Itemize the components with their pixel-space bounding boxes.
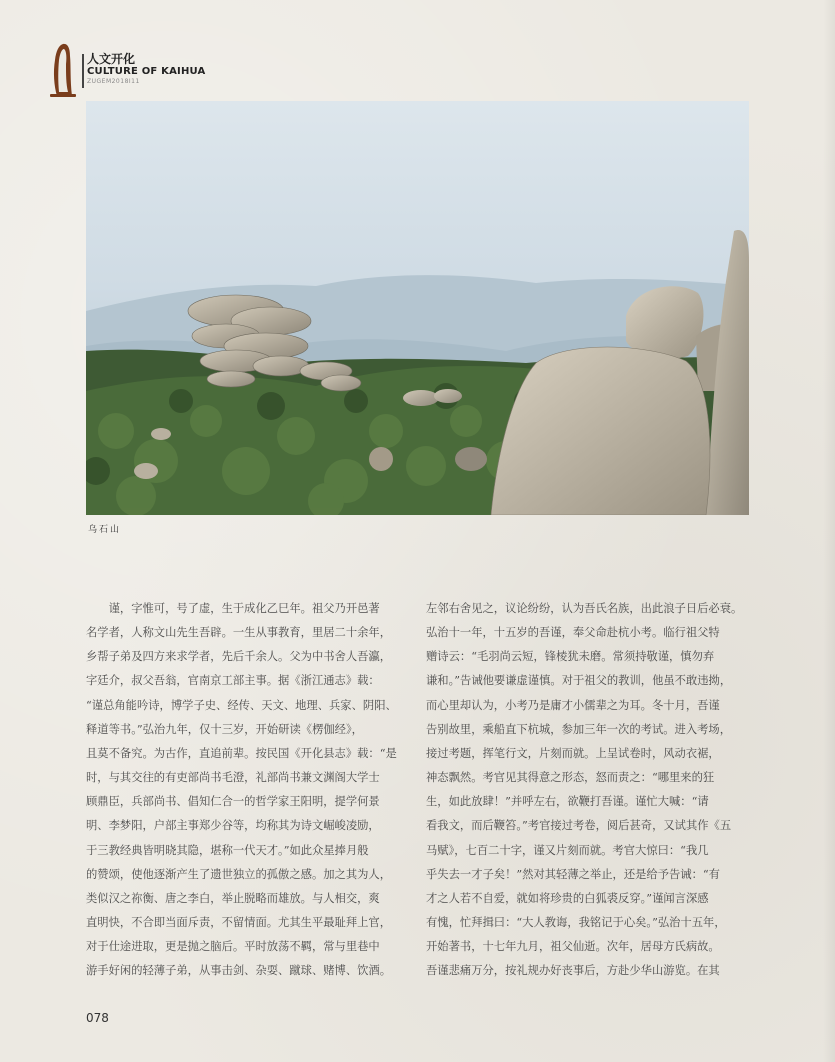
text-line: 看我文，而后鞭笞。”考官接过考卷，阅后甚奇，又试其作《五	[426, 819, 732, 833]
text-line: 神态飘然。考官见其得意之形态，怒而责之：“哪里来的狂	[426, 771, 715, 785]
article-column-left	[86, 597, 409, 984]
text-line: 左邻右舍见之，议论纷纷，认为吾氏名族，出此浪子日后必衰。	[426, 602, 743, 615]
text-line: 时，与其交往的有吏部尚书毛澄，礼部尚书兼文渊阁大学士	[86, 771, 380, 785]
text-line: 吾谨悲痛万分，按礼规办好丧事后，方赴少华山游览。在其	[426, 964, 720, 978]
text-line: 有愧，忙拜揖曰：“大人教诲，我铭记于心矣。”弘治十五年，	[426, 916, 726, 930]
text-line: 于三教经典皆明晓其隐，堪称一代天才。”如此众星捧月般	[86, 843, 369, 857]
text-line: 谨，字惟可，号了虚，生于成化乙巳年。祖父乃开邑著	[86, 602, 380, 615]
text-line: 字廷介，叔父吾翁，官南京工部主事。据《浙江通志》载：	[86, 674, 380, 688]
text-line: 赠诗云：“毛羽尚云短，锋棱犹未磨。常须持敬谨，慎勿弃	[426, 650, 715, 664]
text-line: 乡帮子弟及四方来求学者，先后千余人。父为中书舍人吾瀛，	[86, 650, 392, 664]
text-line: 且莫不备究。为古作，直追前辈。按民国《开化县志》载：“是	[86, 746, 397, 760]
text-line: 谦和。”告诫他要谦虚谨慎。对于祖父的教训，他虽不敢违拗，	[426, 674, 732, 688]
text-line: 名学者，人称文山先生吾辟。一生从事教育，里居二十余年，	[86, 626, 392, 640]
text-line: 生，如此放肆！”并呼左右，欲鞭打吾谨。谨忙大喊：“请	[426, 795, 709, 809]
text-line: 顾鼎臣，兵部尚书、倡知仁合一的哲学家王阳明，提学何景	[86, 795, 380, 809]
text-line: 的赞颂，使他逐渐产生了遗世独立的孤傲之感。加之其为人，	[86, 867, 392, 881]
article-column-right	[426, 597, 749, 984]
text-line: 马赋》，七百二十字，谨又片刻而就。考官大惊曰：“我几	[426, 843, 709, 857]
text-line: 而心里却认为，小考乃是庸才小儒辈之为耳。冬十月，吾谨	[426, 698, 720, 712]
text-line: 接过考题，挥笔行文，片刻而就。上呈试卷时，风动衣裾，	[426, 746, 720, 760]
header-divider	[82, 54, 84, 88]
text-line: “谨总角能吟诗，博学子史、经传、天文、地理、兵家、阴阳、	[86, 698, 397, 712]
page-number: 078	[86, 1011, 109, 1025]
text-line: 对于仕途进取，更是抛之脑后。平时放荡不羁，常与里巷中	[86, 940, 380, 954]
page-edge-shadow	[823, 0, 835, 1062]
text-line: 游手好闲的轻薄子弟，从事击剑、杂耍、蹴球、赌博、饮酒。	[86, 964, 392, 978]
text-line: 直明快，不合即当面斥责，不留情面。尤其生平最耻拜上官，	[86, 916, 392, 930]
text-line: 开始著书，十七年九月，祖父仙逝。次年，居母方氏病故。	[426, 940, 720, 954]
text-line: 告别故里，乘船直下杭城，参加三年一次的考试。进入考场，	[426, 722, 732, 736]
stone-logo-icon	[48, 42, 78, 98]
text-line: 弘治十一年，十五岁的吾谨，奉父命赴杭小考。临行祖父特	[426, 626, 720, 640]
photo-caption: 乌石山	[88, 525, 122, 535]
issue-label: ZUGEM2018I11	[87, 78, 140, 85]
text-line: 才之人若不自爱，就如将珍贵的白狐裘反穿。”谨闻言深感	[426, 891, 709, 905]
landscape-photo	[86, 101, 749, 515]
text-line: 释道等书。”弘治九年，仅十三岁，开始研读《楞伽经》，	[86, 722, 363, 736]
text-line: 明、李梦阳，户部主事郑少谷等，均称其为诗文崛峻凌励，	[86, 819, 380, 833]
text-line: 乎失去一才子矣！”然对其轻薄之举止，还是给予告诫：“有	[426, 867, 720, 881]
section-title-en: CULTURE OF KAIHUA	[87, 66, 206, 77]
text-line: 类似汉之祢衡、唐之李白，举止脱略而雄放。与人相交，爽	[86, 891, 380, 905]
magazine-header	[48, 42, 268, 100]
section-title-cn: 人文开化	[87, 52, 136, 66]
